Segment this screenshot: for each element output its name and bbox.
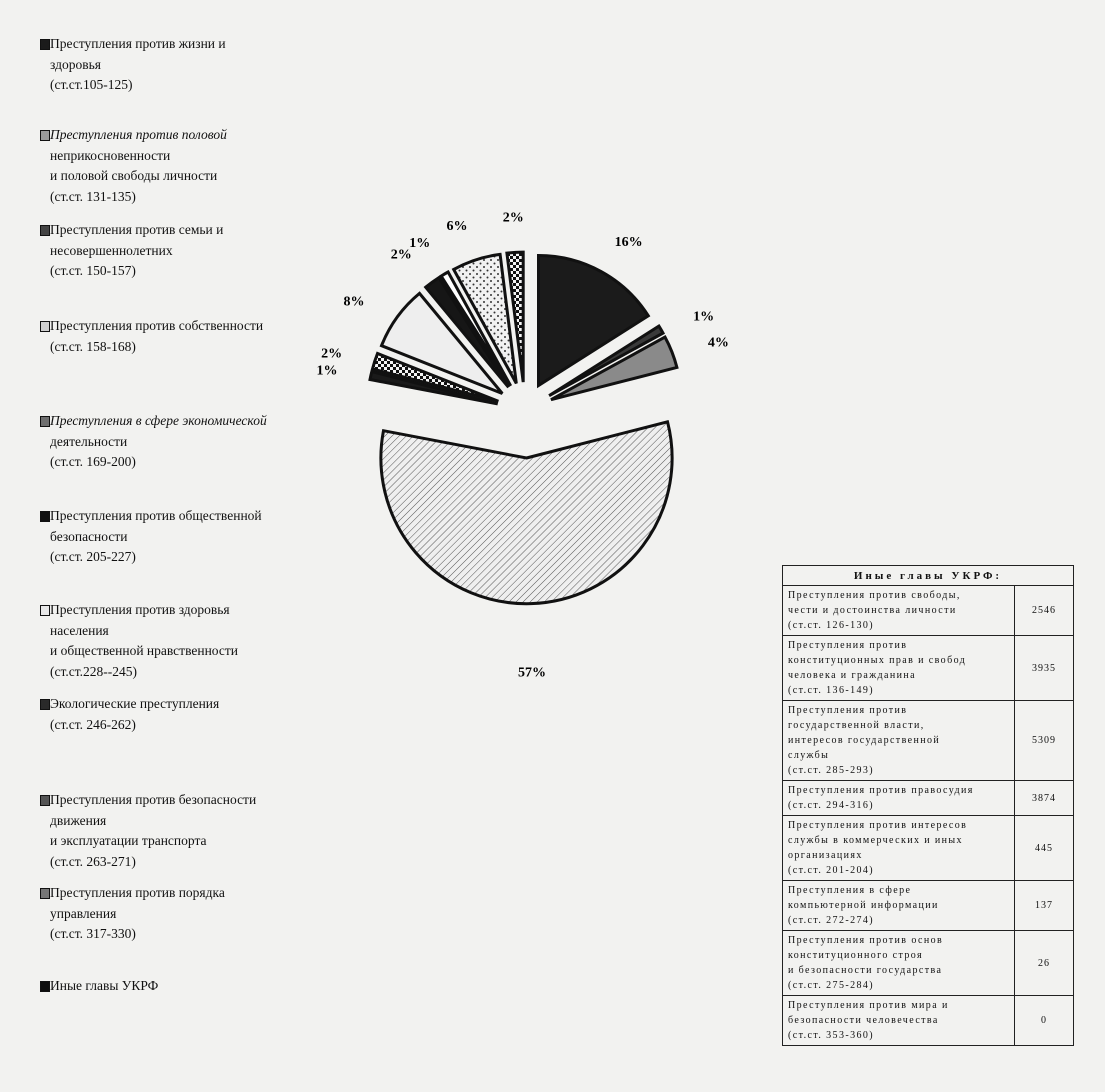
chapter-name-line: (ст.ст. 353-360) [788, 1030, 875, 1041]
chapter-name-line: (ст.ст. 136-149) [788, 685, 875, 696]
chapter-name-line: (ст.ст. 201-204) [788, 865, 875, 876]
chapter-name-line: безопасности человечества [788, 1015, 939, 1026]
pie-slice-label: 16% [614, 235, 643, 250]
legend-text: движения [50, 812, 107, 828]
legend-item [36, 316, 296, 357]
chapter-count-cell: 3935 [1015, 636, 1074, 701]
legend-text: Преступления в сфере экономической [50, 413, 267, 428]
pie-slice-label: 1% [693, 309, 715, 325]
legend-item [36, 976, 296, 997]
legend-text: здоровья [50, 56, 101, 72]
table-row [783, 586, 1074, 636]
legend-swatch [40, 225, 50, 236]
chapter-name-line: Преступления против правосудия [788, 785, 974, 796]
legend-swatch [40, 888, 50, 899]
chapter-name-line: (ст.ст. 294-316) [788, 800, 875, 811]
chapter-name-cell [783, 881, 1015, 931]
chapter-name-line: Преступления в сфере [788, 885, 912, 896]
chapter-name-line: (ст.ст. 126-130) [788, 620, 875, 631]
legend-text: Преступления против половой [50, 127, 227, 142]
legend-item [36, 506, 296, 568]
legend-text: (ст.ст. 317-330) [50, 926, 136, 941]
pie-slice-label: 2% [321, 346, 343, 362]
chapter-name-cell [783, 701, 1015, 781]
table-row [783, 816, 1074, 881]
legend-text: неприкосновенности [50, 147, 171, 163]
chapter-name-line: конституционного строя [788, 950, 923, 961]
other-chapters-title: Иные главы УКРФ: [783, 566, 1074, 586]
legend-swatch [40, 511, 50, 522]
pie-slice-label: 6% [446, 219, 468, 235]
legend-text: безопасности [50, 528, 128, 544]
chapter-name-line: (ст.ст. 275-284) [788, 980, 875, 991]
legend-text: и эксплуатации транспорта [50, 833, 207, 848]
legend-text: и половой свободы личности [50, 168, 218, 183]
legend-item [36, 600, 296, 682]
pie-slice-label: 4% [707, 335, 729, 351]
pie-slices [370, 252, 677, 604]
legend-text: (ст.ст. 131-135) [50, 188, 136, 204]
pie-slice-label: 1% [409, 235, 431, 251]
legend-text: управления [50, 905, 117, 921]
chapter-count-cell: 5309 [1015, 701, 1074, 781]
table-row [783, 881, 1074, 931]
legend-text: Иные главы УКРФ [50, 978, 159, 993]
legend-text: (ст.ст. 158-168) [50, 338, 136, 354]
legend-text: (ст.ст. 246-262) [50, 716, 136, 732]
pie-slice-label: 2% [502, 210, 524, 226]
legend-text: населения [50, 622, 109, 638]
legend-text: несовершеннолетних [50, 242, 173, 258]
chapter-name-line: чести и достоинства личности [788, 605, 957, 616]
chapter-name-cell [783, 586, 1015, 636]
legend-item [36, 883, 296, 945]
chart-legend [0, 0, 290, 1092]
chapter-name-cell [783, 931, 1015, 996]
legend-text: Экологические преступления [50, 696, 220, 711]
chapter-name-line: (ст.ст. 272-274) [788, 915, 875, 926]
chapter-name-line: человека и гражданина [788, 670, 916, 681]
chapter-name-cell [783, 636, 1015, 701]
chapter-count-cell: 3874 [1015, 781, 1074, 816]
legend-text: деятельности [50, 433, 128, 449]
chapter-count-cell: 445 [1015, 816, 1074, 881]
chapter-name-line: организациях [788, 850, 863, 861]
legend-text: (ст.ст. 263-271) [50, 853, 136, 869]
pie-slice-label: 1% [316, 363, 338, 379]
legend-swatch [40, 39, 50, 50]
chapter-name-line: службы [788, 750, 830, 761]
legend-text: (ст.ст. 205-227) [50, 549, 136, 564]
pie-slice [381, 422, 672, 604]
chapter-name-cell [783, 816, 1015, 881]
chapter-name-line: (ст.ст. 285-293) [788, 765, 875, 776]
legend-item [36, 411, 296, 473]
legend-swatch [40, 795, 50, 806]
chapter-name-line: Преступления против основ [788, 935, 944, 946]
chapter-name-line: интересов государственной [788, 735, 941, 746]
chapter-count-cell: 137 [1015, 881, 1074, 931]
chapter-count-cell: 0 [1015, 996, 1074, 1046]
legend-item [36, 694, 296, 735]
chapter-name-line: конституционных прав и свобод [788, 655, 967, 666]
legend-text: Преступления против здоровья [50, 602, 230, 617]
legend-text: (ст.ст. 150-157) [50, 263, 136, 278]
chapter-name-line: Преступления против свободы, [788, 590, 961, 601]
table-row [783, 781, 1074, 816]
legend-text: Преступления против жизни и [50, 36, 226, 51]
legend-text: Преступления против семьи и [50, 222, 224, 237]
table-row [783, 701, 1074, 781]
legend-item [36, 790, 296, 872]
legend-swatch [40, 416, 50, 427]
chapter-count-cell: 2546 [1015, 586, 1074, 636]
pie-slice-label: 57% [518, 665, 546, 681]
chapter-name-line: Преступления против интересов [788, 820, 968, 831]
legend-text: Преступления против безопасности [50, 792, 257, 807]
legend-text: (ст.ст.228--245) [50, 663, 137, 679]
table-row [783, 931, 1074, 996]
table-row [783, 996, 1074, 1046]
chapter-name-line: Преступления против [788, 640, 908, 651]
legend-item [36, 34, 296, 96]
legend-swatch [40, 321, 50, 332]
chapter-name-cell [783, 781, 1015, 816]
legend-text: Преступления против общественной [50, 508, 262, 523]
legend-text: (ст.ст.105-125) [50, 77, 133, 92]
pie-slice-label: 8% [343, 294, 365, 310]
legend-text: (ст.ст. 169-200) [50, 454, 136, 469]
pie-slice-label: 2% [390, 247, 412, 263]
chapter-name-line: Преступления против мира и [788, 1000, 949, 1011]
chapter-count-cell: 26 [1015, 931, 1074, 996]
chapter-name-line: государственной власти, [788, 720, 925, 731]
legend-text: Преступления против порядка [50, 885, 225, 900]
legend-swatch [40, 130, 50, 141]
chapter-name-line: службы в коммерческих и иных [788, 835, 963, 846]
chapter-name-cell [783, 996, 1015, 1046]
legend-text: Преступления против собственности [50, 318, 264, 333]
table-row [783, 636, 1074, 701]
legend-item [36, 125, 296, 207]
legend-swatch [40, 605, 50, 616]
chapter-name-line: Преступления против [788, 705, 908, 716]
chapter-name-line: и безопасности государства [788, 965, 943, 976]
pie-chart [300, 160, 750, 850]
legend-text: и общественной нравственности [50, 643, 239, 658]
other-chapters-table [782, 565, 1074, 1046]
legend-item [36, 220, 296, 282]
chapter-name-line: компьютерной информации [788, 900, 939, 911]
legend-swatch [40, 981, 50, 992]
legend-swatch [40, 699, 50, 710]
